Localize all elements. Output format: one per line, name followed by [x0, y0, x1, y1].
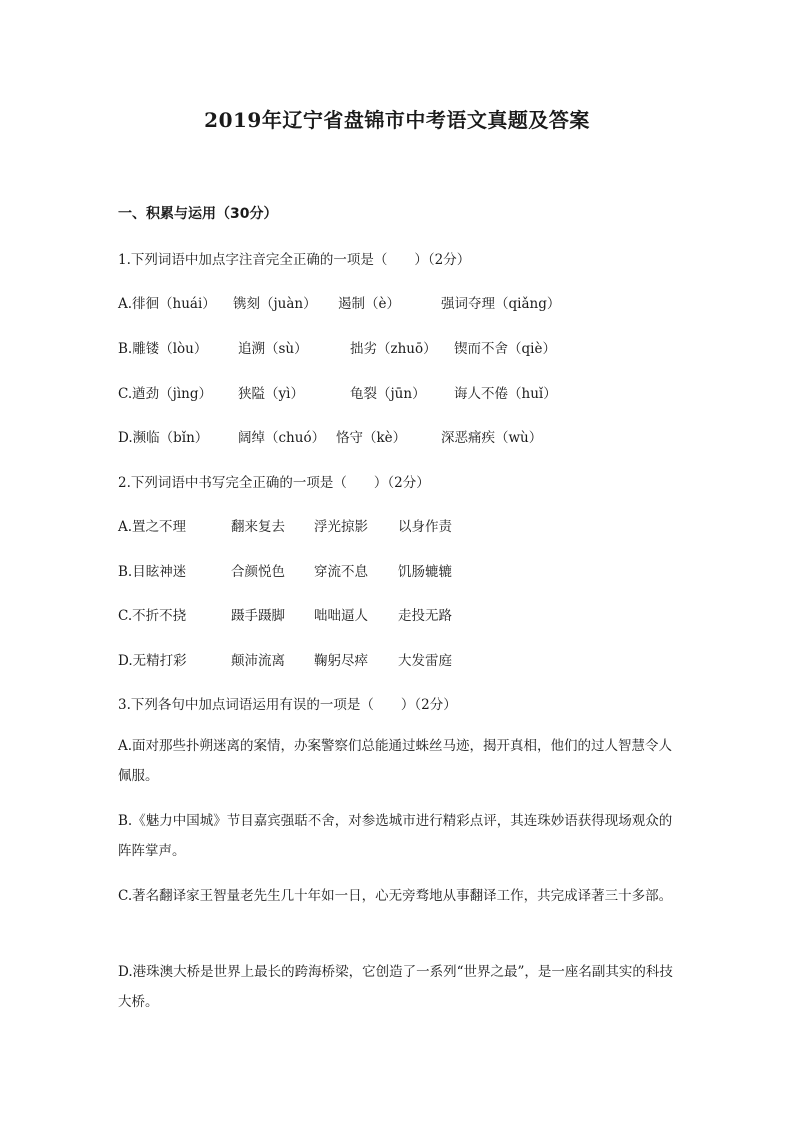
option-term: D.无精打彩 — [118, 653, 187, 669]
option-term: 锲而不舍（qiè） — [454, 341, 556, 357]
option-term: 追溯（sù） — [238, 341, 308, 357]
option-term: 深恶痛疾（wù） — [441, 430, 543, 446]
question-3-stem: 3.下列各句中加点词语运用有误的一项是（ ）（2分） — [118, 697, 457, 713]
option-term: B.雕镂（lòu） — [118, 341, 208, 357]
option-term: 以身作责 — [398, 519, 452, 535]
option-term: 咄咄逼人 — [314, 608, 368, 624]
option-term: 诲人不倦（huǐ） — [454, 386, 557, 402]
question-2-stem: 2.下列词语中书写完全正确的一项是（ ）（2分） — [118, 475, 430, 491]
page-title: 2019年辽宁省盘锦市中考语文真题及答案 — [204, 108, 590, 132]
option-term: C.不折不挠 — [118, 608, 187, 624]
option-term: 鞠躬尽瘁 — [314, 653, 368, 669]
option-term: C.遒劲（jìng） — [118, 386, 212, 402]
option-term: 拙劣（zhuō） — [350, 341, 437, 357]
option-term: 走投无路 — [398, 608, 452, 624]
question-3-option-a: A.面对那些扑朔迷离的案情，办案警察们总能通过蛛丝马迹，揭开真相，他们的过人智慧令人佩服。 — [118, 738, 673, 784]
option-term: 饥肠辘辘 — [398, 564, 452, 580]
option-term: 浮光掠影 — [314, 519, 368, 535]
option-term: 翻来复去 — [231, 519, 285, 535]
option-term: 大发雷庭 — [398, 653, 452, 669]
option-term: 镌刻（juàn） — [233, 296, 317, 312]
section-heading: 一、积累与运用（30分） — [118, 206, 278, 222]
option-term: 合颜悦色 — [231, 564, 285, 580]
option-term: 阔绰（chuó） — [238, 430, 326, 446]
option-term: 龟裂（jūn） — [350, 386, 426, 402]
option-term: 狭隘（yì） — [238, 386, 304, 402]
option-term: 遏制（è） — [338, 296, 400, 312]
option-term: A.置之不理 — [118, 519, 187, 535]
option-term: B.目眩神迷 — [118, 564, 187, 580]
option-term: A.徘徊（huái） — [118, 296, 216, 312]
question-1-stem: 1.下列词语中加点字注音完全正确的一项是（ ）（2分） — [118, 252, 471, 268]
option-term: D.濒临（bǐn） — [118, 430, 209, 446]
question-3-option-b: B.《魅力中国城》节目嘉宾强聒不舍，对参选城市进行精彩点评，其连珠妙语获得现场观众的阵阵掌声。 — [118, 813, 673, 859]
option-term: 蹑手蹑脚 — [231, 608, 285, 624]
option-term: 恪守（kè） — [336, 430, 407, 446]
option-term: 颠沛流离 — [231, 653, 285, 669]
question-3-option-c: C.著名翻译家王智量老先生几十年如一日，心无旁骛地从事翻译工作，共完成译著三十多部。 — [118, 888, 673, 904]
question-3-option-d: D.港珠澳大桥是世界上最长的跨海桥梁，它创造了一系列“世界之最”，是一座名副其实的科技大桥。 — [118, 964, 673, 1010]
option-term: 穿流不息 — [314, 564, 368, 580]
option-term: 强词夺理（qiǎng） — [441, 296, 561, 312]
